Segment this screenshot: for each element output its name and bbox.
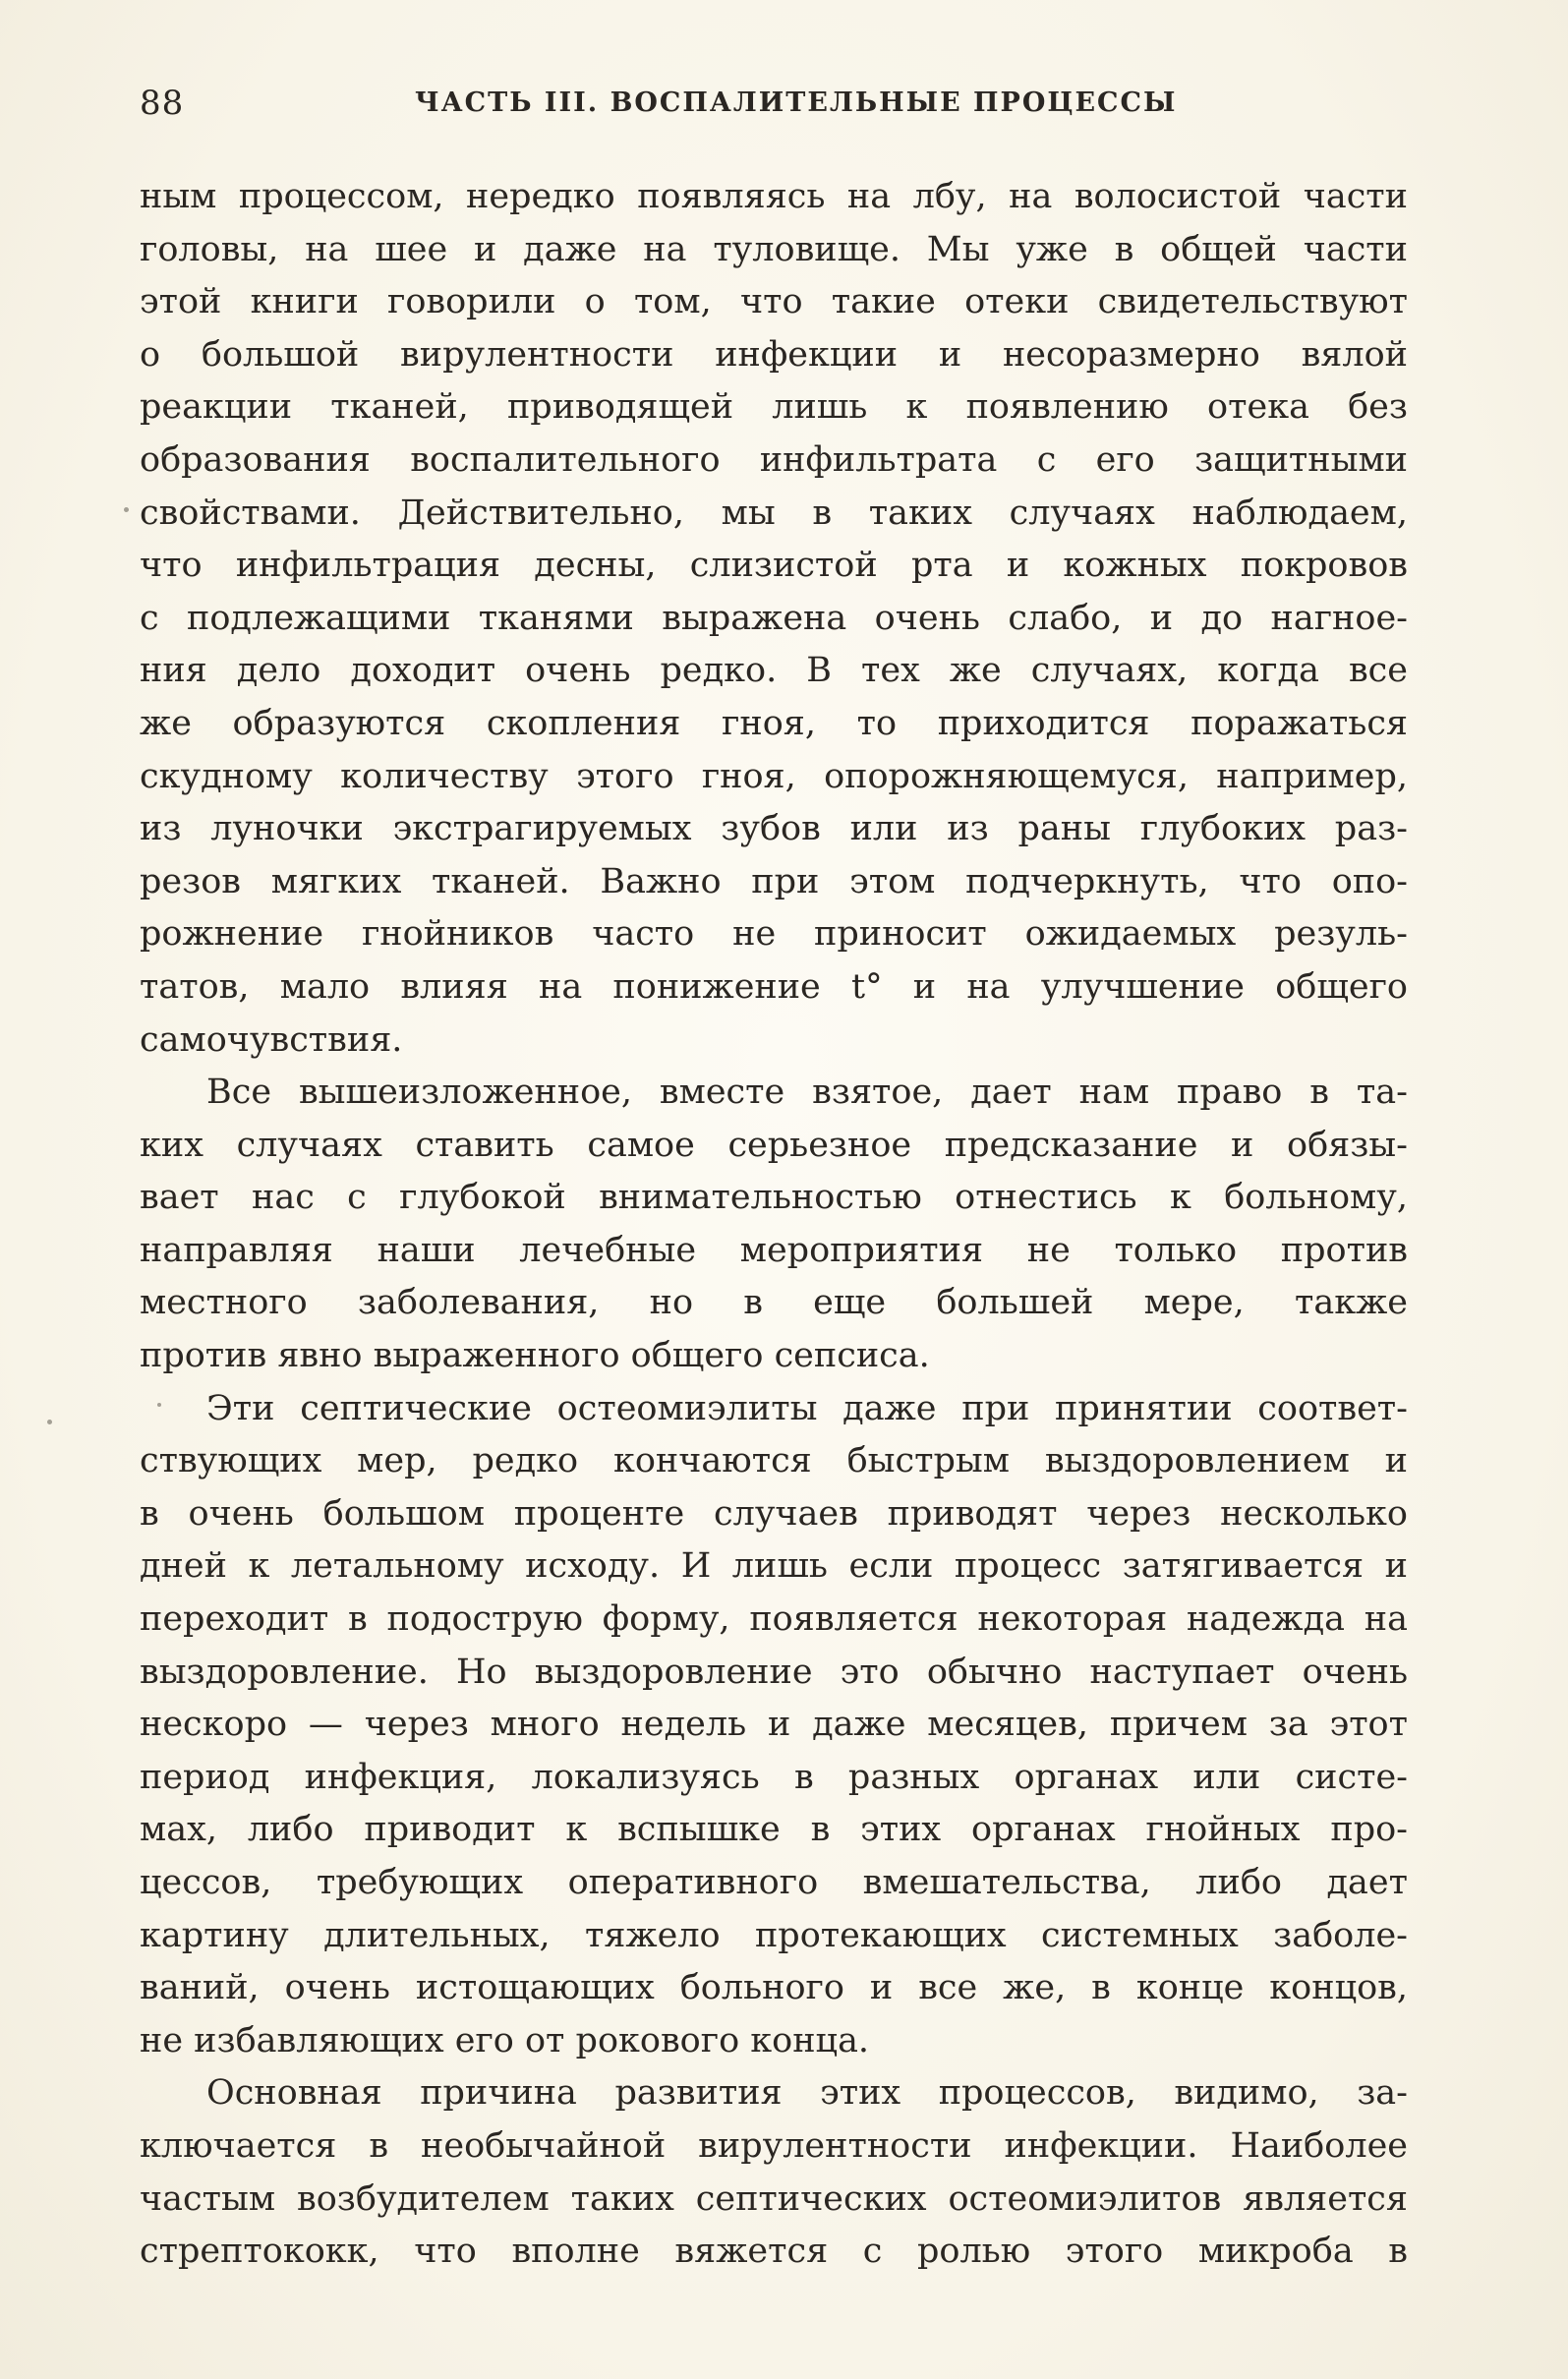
text-line: не избавляющих его от рокового конца. [140,2020,870,2060]
text-line: против явно выраженного общего сепсиса. [140,1336,930,1376]
paragraph-2 [140,1067,1408,1383]
paragraph-3 [140,1383,1408,2068]
text-line: о большой вирулентности инфекции и несоразмерно вялой [140,334,1408,375]
page-header [140,79,1408,128]
body-text [140,171,1408,2279]
text-line: нескоро — через много недель и даже месяцев, причем за этот [140,1705,1408,1745]
text-line: ния дело доходит очень редко. В тех же случаях, когда все [140,651,1408,691]
text-line: период инфекция, локализуясь в разных органах или систе- [140,1757,1408,1797]
text-line: реакции тканей, приводящей лишь к появлению отека без [140,387,1408,428]
page-number: 88 [140,84,185,123]
text-line: свойствами. Действительно, мы в таких случаях наблюдаем, [140,493,1408,533]
text-line: из луночки экстрагируемых зубов или из раны глубоких раз- [140,809,1408,849]
text-line: образования воспалительного инфильтрата с его защитными [140,439,1408,480]
text-line: ствующих мер, редко кончаются быстрым выздоровлением и [140,1441,1408,1481]
text-line: рожнение гнойников часто не приносит ожидаемых резуль- [140,914,1408,955]
text-line: ным процессом, нередко появляясь на лбу, на волосистой части [140,177,1408,216]
text-line: частым возбудителем таких септических остеомиэлитов является [140,2178,1408,2219]
text-line: местного заболевания, но в еще большей мере, также [140,1283,1408,1323]
text-line: в очень большом проценте случаев приводят через несколько [140,1493,1408,1534]
paper-speck [124,507,129,512]
text-line: ких случаях ставить самое серьезное предсказание и обязы- [140,1125,1408,1165]
text-line: картину длительных, тяжело протекающих системных заболе- [140,1915,1408,1955]
text-line: этой книги говорили о том, что такие отеки свидетельствуют [140,282,1408,322]
text-line: ваний, очень истощающих больного и все же, в конце концов, [140,1968,1408,2008]
text-line: Все вышеизложенное, вместе взятое, дает нам право в та- [206,1073,1408,1113]
text-line: вает нас с глубокой внимательностью отнестись к больному, [140,1178,1408,1218]
text-line: татов, мало влияя на понижение t° и на улучшение общего [140,966,1408,1007]
running-head: ЧАСТЬ III. ВОСПАЛИТЕЛЬНЫЕ ПРОЦЕССЫ [415,87,1178,118]
text-line: головы, на шее и даже на туловище. Мы уже в общей части [140,229,1408,269]
text-line: цессов, требующих оперативного вмешательства, либо дает [140,1863,1408,1902]
paper-speck [157,1403,161,1407]
text-line: же образуются скопления гноя, то приходится поражаться [140,703,1408,743]
text-line: Эти септические остеомиэлиты даже при принятии соответ- [206,1388,1408,1428]
text-line: с подлежащими тканями выражена очень слабо, и до нагное- [140,598,1408,638]
paragraph-1 [140,171,1408,1067]
text-line: что инфильтрация десны, слизистой рта и кожных покровов [140,546,1408,586]
text-line: скудному количеству этого гноя, опорожняющемуся, например, [140,756,1408,796]
text-line: Основная причина развития этих процессов, видимо, за- [206,2073,1408,2114]
text-line: самочувствия. [140,1019,403,1060]
paragraph-4 [140,2067,1408,2278]
text-line: мах, либо приводит к вспышке в этих органах гнойных про- [140,1810,1408,1850]
text-line: ключается в необычайной вирулентности инфекции. Наиболее [140,2125,1408,2166]
text-line: выздоровление. Но выздоровление это обычно наступает очень [140,1652,1408,1692]
text-line: резов мягких тканей. Важно при этом подчеркнуть, что опо- [140,861,1408,901]
text-line: направляя наши лечебные мероприятия не только против [140,1230,1408,1270]
text-line: дней к летальному исходу. И лишь если процесс затягивается и [140,1546,1408,1587]
text-line: стрептококк, что вполне вяжется с ролью этого микроба в [140,2232,1408,2272]
paper-speck [47,1420,52,1424]
text-line: переходит в подострую форму, появляется некоторая надежда на [140,1599,1408,1640]
